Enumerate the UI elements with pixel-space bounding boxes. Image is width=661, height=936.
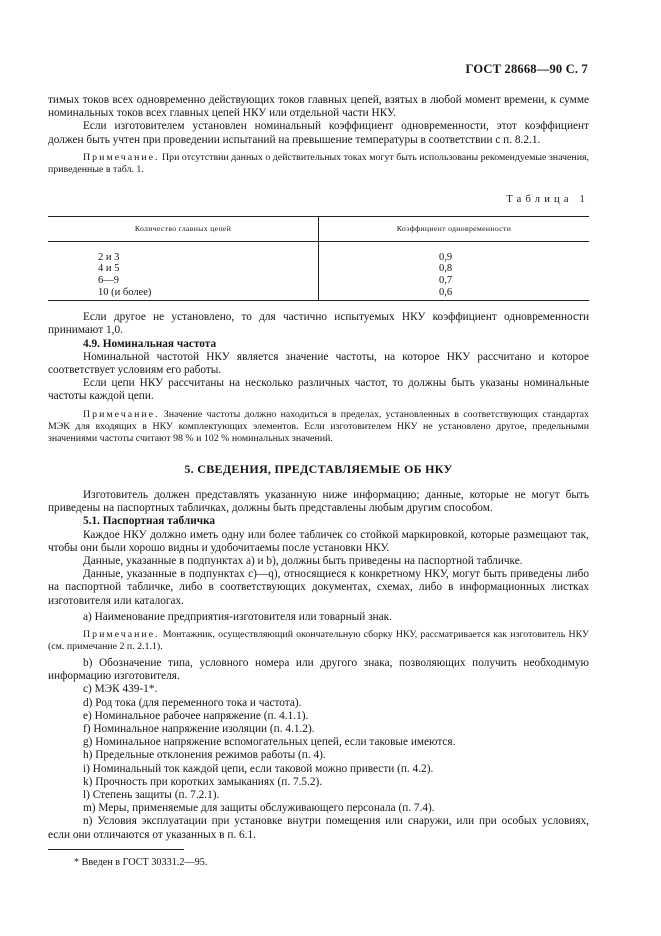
page-content <box>48 94 589 869</box>
note <box>48 629 589 654</box>
list-item: l) Степень защиты (п. 7.2.1). <box>83 788 220 801</box>
note-text: Значение частоты должно находиться в пределах, установленных в соответствующих стандартах МЭК для входящих в НКУ комплектующих элементов. Если изготовителем НКУ не установлено другое, предельными значениями частоты считают 98 % и 102 % номинальных значений. <box>48 408 589 445</box>
note-text: Монтажник, осуществляющий окончательную сборку НКУ, рассматривается как изготовитель НКУ (см. примечание 2 п. 2.1.1). <box>48 629 589 653</box>
table-cell: 6—9 <box>48 275 319 287</box>
table-cell: 0,7 <box>439 275 453 287</box>
list-item: d) Род тока (для переменного тока и частота). <box>83 696 302 709</box>
table-header: Коэффициент одновременности <box>319 216 590 241</box>
footnote: * Введен в ГОСТ 30331.2—95. <box>74 856 208 868</box>
table-cell: 0,6 <box>319 287 590 301</box>
table-cell: 2 и 3 <box>48 241 319 263</box>
table-cell: 4 и 5 <box>48 263 319 275</box>
paragraph: Номинальной частотой НКУ является значение частоты, на которое НКУ рассчитано и которое соответствует условиям его работы. <box>48 350 589 377</box>
note <box>48 409 589 446</box>
paragraph: Если изготовителем установлен номинальный коэффициент одновременности, этот коэффициент должен быть учтен при проведении испытаний на превышение температуры в соответствии с п. 8.2.1. <box>48 120 589 146</box>
table-row <box>48 287 589 301</box>
paragraph: тимых токов всех одновременно действующих токов главных цепей, взятых в любой момент времени, к сумме номинальных токов всех главных цепей НКУ или отдельной части НКУ. <box>48 94 589 120</box>
list-item: c) МЭК 439-1*. <box>83 683 158 696</box>
paragraph: Если другое не установлено, то для частично испытуемых НКУ коэффициент одновременности принимают 1,0. <box>48 311 589 337</box>
note-label: Примечание. <box>83 629 160 641</box>
table-row <box>48 263 589 275</box>
section-heading: 5.1. Паспортная табличка <box>83 515 216 528</box>
paragraph: Изготовитель должен представлять указанную ниже информацию; данные, которые не могут быть приведены на паспортных табличках, должны быть представлены любым другим способом. <box>48 489 589 515</box>
paragraph: Данные, указанные в подпунктах а) и b), должны быть приведены на паспортной табличке. <box>83 555 523 568</box>
list-item: h) Предельные отклонения режимов работы (п. 4). <box>83 749 326 762</box>
list-item: b) Обозначение типа, условного номера или другого знака, позволяющих получить необходимую информацию изготовителя. <box>48 656 589 683</box>
table-row <box>48 241 589 263</box>
footnote-divider <box>48 849 184 850</box>
list-item: g) Номинальное напряжение вспомогательных цепей, если таковые имеются. <box>83 736 456 749</box>
note-text: При отсутствии данных о действительных токах могут быть использованы рекомендуемые значения, приведенные в табл. 1. <box>48 151 589 176</box>
coefficient-table <box>48 216 589 301</box>
list-item: а) Наименование предприятия-изготовителя или товарный знак. <box>83 610 392 623</box>
table-cell: 0,8 <box>439 263 453 275</box>
list-item: i) Номинальный ток каждой цепи, если таковой можно привести (п. 4.2). <box>83 762 434 775</box>
table-header: Количество главных цепей <box>48 216 319 241</box>
note-label: Примечание. <box>83 151 160 163</box>
paragraph: Каждое НКУ должно иметь одну или более табличек со стойкой маркировкой, которые размещают так, чтобы они были хорошо видны и удобочитаемы после установки НКУ. <box>48 528 589 554</box>
table-row <box>48 275 589 287</box>
list-item: n) Условия эксплуатации при установке внутри помещения или снаружи, или при особых условиях, если они отличаются от указанных в п. 6.1. <box>48 815 589 841</box>
note-label: Примечание. <box>83 408 160 420</box>
paragraph: Если цепи НКУ рассчитаны на несколько различных частот, то должны быть указаны номинальные частоты каждой цепи. <box>48 377 589 403</box>
section-heading: 4.9. Номинальная частота <box>83 337 217 350</box>
table-cell: 0,9 <box>439 251 453 263</box>
table-cell: 10 (и более) <box>48 287 319 301</box>
list-item: m) Меры, применяемые для защиты обслуживающего персонала (п. 7.4). <box>83 802 435 815</box>
note <box>48 152 589 177</box>
list-item: k) Прочность при коротких замыканиях (п. 7.5.2). <box>83 775 323 788</box>
page-header: ГОСТ 28668—90 С. 7 <box>465 62 588 76</box>
paragraph: Данные, указанные в подпунктах с)—q), относящиеся к конкретному НКУ, могут быть приведены либо на паспортной табличке, либо в соответствующих документах, схемах, либо в информационных листках изготовителя или каталогах. <box>48 568 589 607</box>
list-item: e) Номинальное рабочее напряжение (п. 4.1.1). <box>83 709 309 722</box>
list-item: f) Номинальное напряжение изоляции (п. 4.1.2). <box>83 722 315 735</box>
table-caption: Таблица 1 <box>506 193 589 205</box>
section-title: 5. СВЕДЕНИЯ, ПРЕДСТАВЛЯЕМЫЕ ОБ НКУ <box>184 461 453 476</box>
